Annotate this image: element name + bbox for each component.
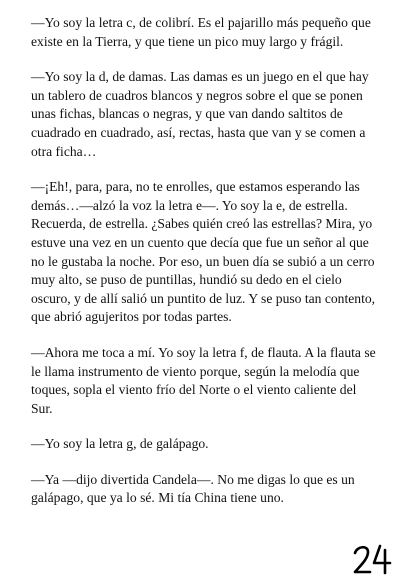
paragraph-g-galapago: —Yo soy la letra g, de galápago. bbox=[31, 436, 209, 452]
paragraph-candela: —Ya —dijo divertida Candela—. No me digas lo que es un galápago, que ya lo sé. Mi tía China tiene uno. bbox=[31, 471, 355, 506]
handwritten-page-number bbox=[352, 542, 394, 576]
document-page bbox=[31, 14, 377, 525]
page-number-drawing bbox=[352, 542, 394, 576]
paragraph-d-damas: —Yo soy la d, de damas. Las damas es un juego en el que hay un tablero de cuadros blancos y negros sobre el que se ponen unas fichas, blancas o negras, y que van dando saltitos de cuadrado en cuadrado, así, rectas, hasta que van y se comen a otra ficha… bbox=[31, 69, 369, 159]
paragraph-e-estrella: —¡Eh!, para, para, no te enrolles, que estamos esperando las demás…—alzó la voz la letra e—. Yo soy la e, de estrella. Recuerda, de estrella. ¿Sabes quién creó las estrellas? Mira, yo estuve una vez en un cuento que decía que fue un señor al que no le gustaba la noche. Por eso, un buen día se subió a un cerro muy alto, se puso de puntillas, hundió su dedo en el cielo oscuro, y de allí salió un puntito de luz. Y se puso tan contento, que abrió agujeritos por todas partes. bbox=[31, 179, 376, 325]
page-number-label bbox=[352, 576, 353, 577]
paragraph-f-flauta: —Ahora me toca a mí. Yo soy la letra f, de flauta. A la flauta se le llama instrumento de viento porque, según la melodía que toques, sopla el viento frío del Norte o el viento caliente del Sur. bbox=[31, 344, 376, 416]
paragraph-c-colibri: —Yo soy la letra c, de colibrí. Es el pajarillo más pequeño que existe en la Tierra, y que tiene un pico muy largo y frágil. bbox=[31, 15, 371, 49]
